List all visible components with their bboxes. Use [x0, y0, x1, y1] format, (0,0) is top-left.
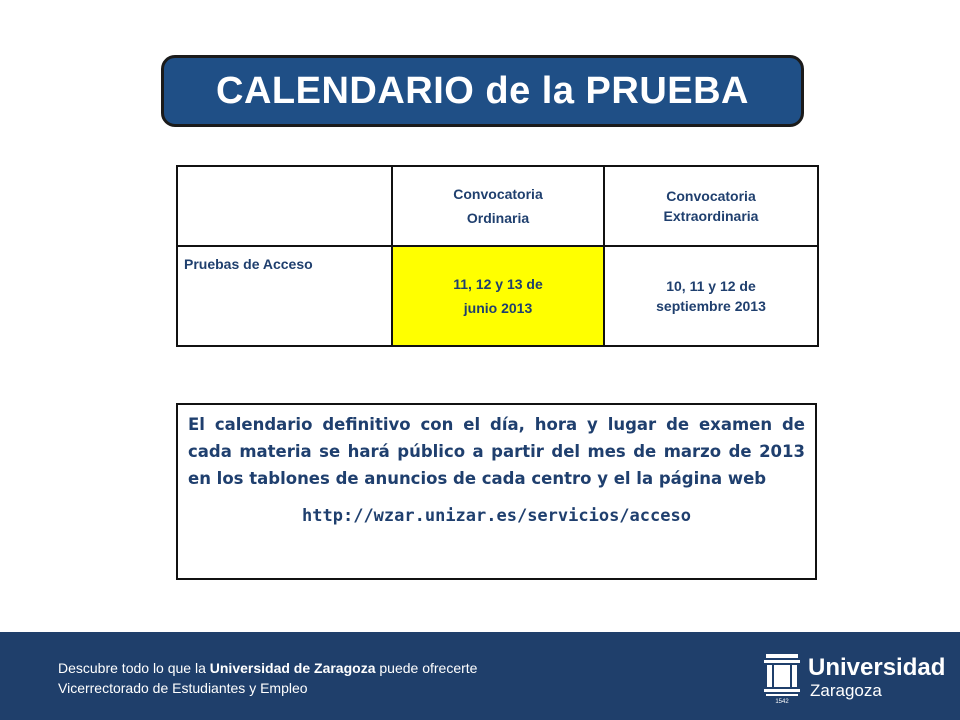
extraordinaria-date-cell — [604, 246, 818, 346]
ordinaria-date-line2: junio 2013 — [463, 300, 533, 316]
table-header-empty-cell — [177, 166, 392, 246]
table-row — [177, 246, 818, 346]
extra-date-line2: septiembre 2013 — [656, 298, 766, 314]
logo-word-zaragoza: Zaragoza — [810, 681, 882, 700]
header-ordinaria-line1: Convocatoria — [453, 186, 543, 202]
footer-vicerrectorado: Vicerrectorado de Estudiantes y Empleo — [58, 680, 308, 696]
schedule-table — [176, 165, 819, 347]
footer-tagline-university: Universidad de Zaragoza — [209, 660, 376, 676]
row-label-pruebas: Pruebas de Acceso — [177, 246, 392, 346]
table-header-extraordinaria — [604, 166, 818, 246]
university-logo[interactable] — [764, 650, 946, 708]
footer — [0, 632, 960, 720]
table-header-ordinaria — [392, 166, 604, 246]
info-link[interactable]: http://wzar.unizar.es/servicios/acceso — [302, 506, 691, 526]
footer-tagline-prefix: Descubre todo lo que la — [58, 660, 210, 676]
crest-year: 1542 — [775, 699, 789, 704]
info-box — [176, 403, 817, 580]
logo-word-universidad: Universidad — [808, 654, 946, 681]
university-crest-icon — [764, 654, 800, 704]
table-header-row — [177, 166, 818, 246]
extra-date-line1: 10, 11 y 12 de — [666, 278, 756, 294]
header-extra-line1: Convocatoria — [666, 188, 756, 204]
ordinaria-date-line1: 11, 12 y 13 de — [453, 276, 543, 292]
ordinaria-date-cell — [392, 246, 604, 346]
page-title: CALENDARIO de la PRUEBA — [216, 69, 749, 112]
page-title-banner — [161, 55, 804, 127]
header-ordinaria-line2: Ordinaria — [466, 210, 530, 226]
info-text: El calendario definitivo con el día, hora y lugar de examen de cada materia se hará público a partir del mes de marzo de 2013 en los tablones de anuncios de cada centro y el la página web — [188, 415, 805, 488]
header-extra-line2: Extraordinaria — [663, 208, 759, 224]
footer-tagline-suffix: puede ofrecerte — [375, 660, 478, 676]
footer-tagline — [58, 660, 477, 676]
